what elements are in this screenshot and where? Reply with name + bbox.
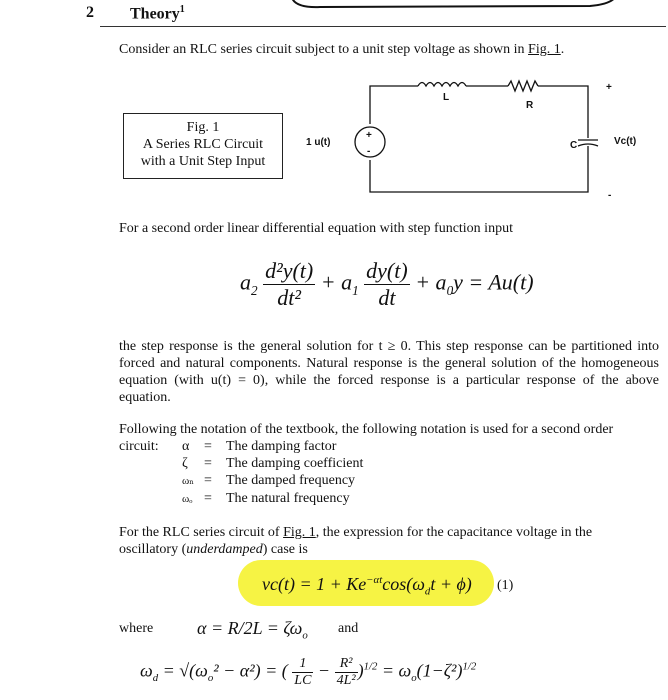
notation-intro: Following the notation of the textbook, the following notation is used for a second order [119, 422, 614, 437]
pen-scribble [290, 0, 620, 10]
figure-caption-line3: with a Unit Step Input [140, 154, 266, 169]
header-rule [100, 26, 666, 27]
output-voltage-label: Vc(t) [614, 136, 637, 147]
where-label: where [119, 621, 154, 636]
damped-frequency-equation: $\omega_d = √(\omega_o^2 - \alpha^2)$ = ( $\frac{1}{LC}$ − $\frac{\text{R²}}{\text{4L²}}$ )$^{1/2} = \omega_o(1-\zeta^2)^{1/2}$ [140, 656, 477, 688]
source-plus-label: + [366, 130, 372, 141]
alpha-equation: $\alpha = R/2L = \zeta\omega_o$ [197, 618, 308, 642]
output-minus-label: - [608, 190, 612, 201]
equation-number: (1) [497, 578, 514, 593]
section-title: Theory$^1$ [130, 4, 185, 23]
notation-row: ωₒ = The natural frequency [182, 491, 350, 506]
rlc-circuit-diagram [298, 64, 658, 204]
section-number: 2 [86, 4, 94, 21]
capacitor-label: C [570, 140, 578, 151]
differential-equation: $a_2$ $\frac{\text{d²y(t)}}{\text{dt²}}$ + $a_1$ $\frac{dy(t)}{dt}$ + $a_0y = Au(t)$ [240, 258, 534, 310]
source-label: 1 u(t) [306, 137, 331, 148]
notation-row: ωₙ = The damped frequency [182, 473, 356, 488]
figure-caption-box [123, 113, 283, 179]
intro-paragraph: Consider an RLC series circuit subject to a unit step voltage as shown in Fig. 1. [119, 42, 565, 57]
step-response-paragraph: the step response is the general solution for t ≥ 0. This step response can be partitioned into forced and natural components. Natural response is the general solution of the homogeneous equation (with u(t) = 0), while the forced response is a particular response of the above equation. [119, 339, 659, 405]
notation-row: α = The damping factor [182, 439, 337, 454]
inductor-label: L [443, 92, 450, 103]
figure-caption-line1: Fig. 1 [186, 120, 220, 135]
resistor-label: R [526, 100, 534, 111]
footnote-mark: 1 [179, 4, 185, 15]
notation-row: ζ = The damping coefficient [182, 456, 364, 471]
de-intro-text: For a second order linear differential equation with step function input [119, 221, 513, 236]
fig1-link[interactable]: Fig. 1 [528, 42, 561, 57]
and-label: and [338, 621, 359, 636]
notation-list [182, 438, 363, 508]
fig1-link-2[interactable]: Fig. 1 [283, 525, 316, 540]
source-minus-label: - [367, 146, 371, 157]
output-plus-label: + [606, 82, 612, 93]
notation-circuit-label: circuit: [119, 439, 159, 454]
rlc-paragraph: For the RLC series circuit of Fig. 1, the expression for the capacitance voltage in the oscillatory (underdamped) case is [119, 525, 593, 557]
capacitor-voltage-equation: $vc(t) = 1 + Ke^{-\alpha t}\cos(\omega_dt + \phi)$ [262, 574, 472, 598]
figure-caption-line2: A Series RLC Circuit [142, 137, 264, 152]
